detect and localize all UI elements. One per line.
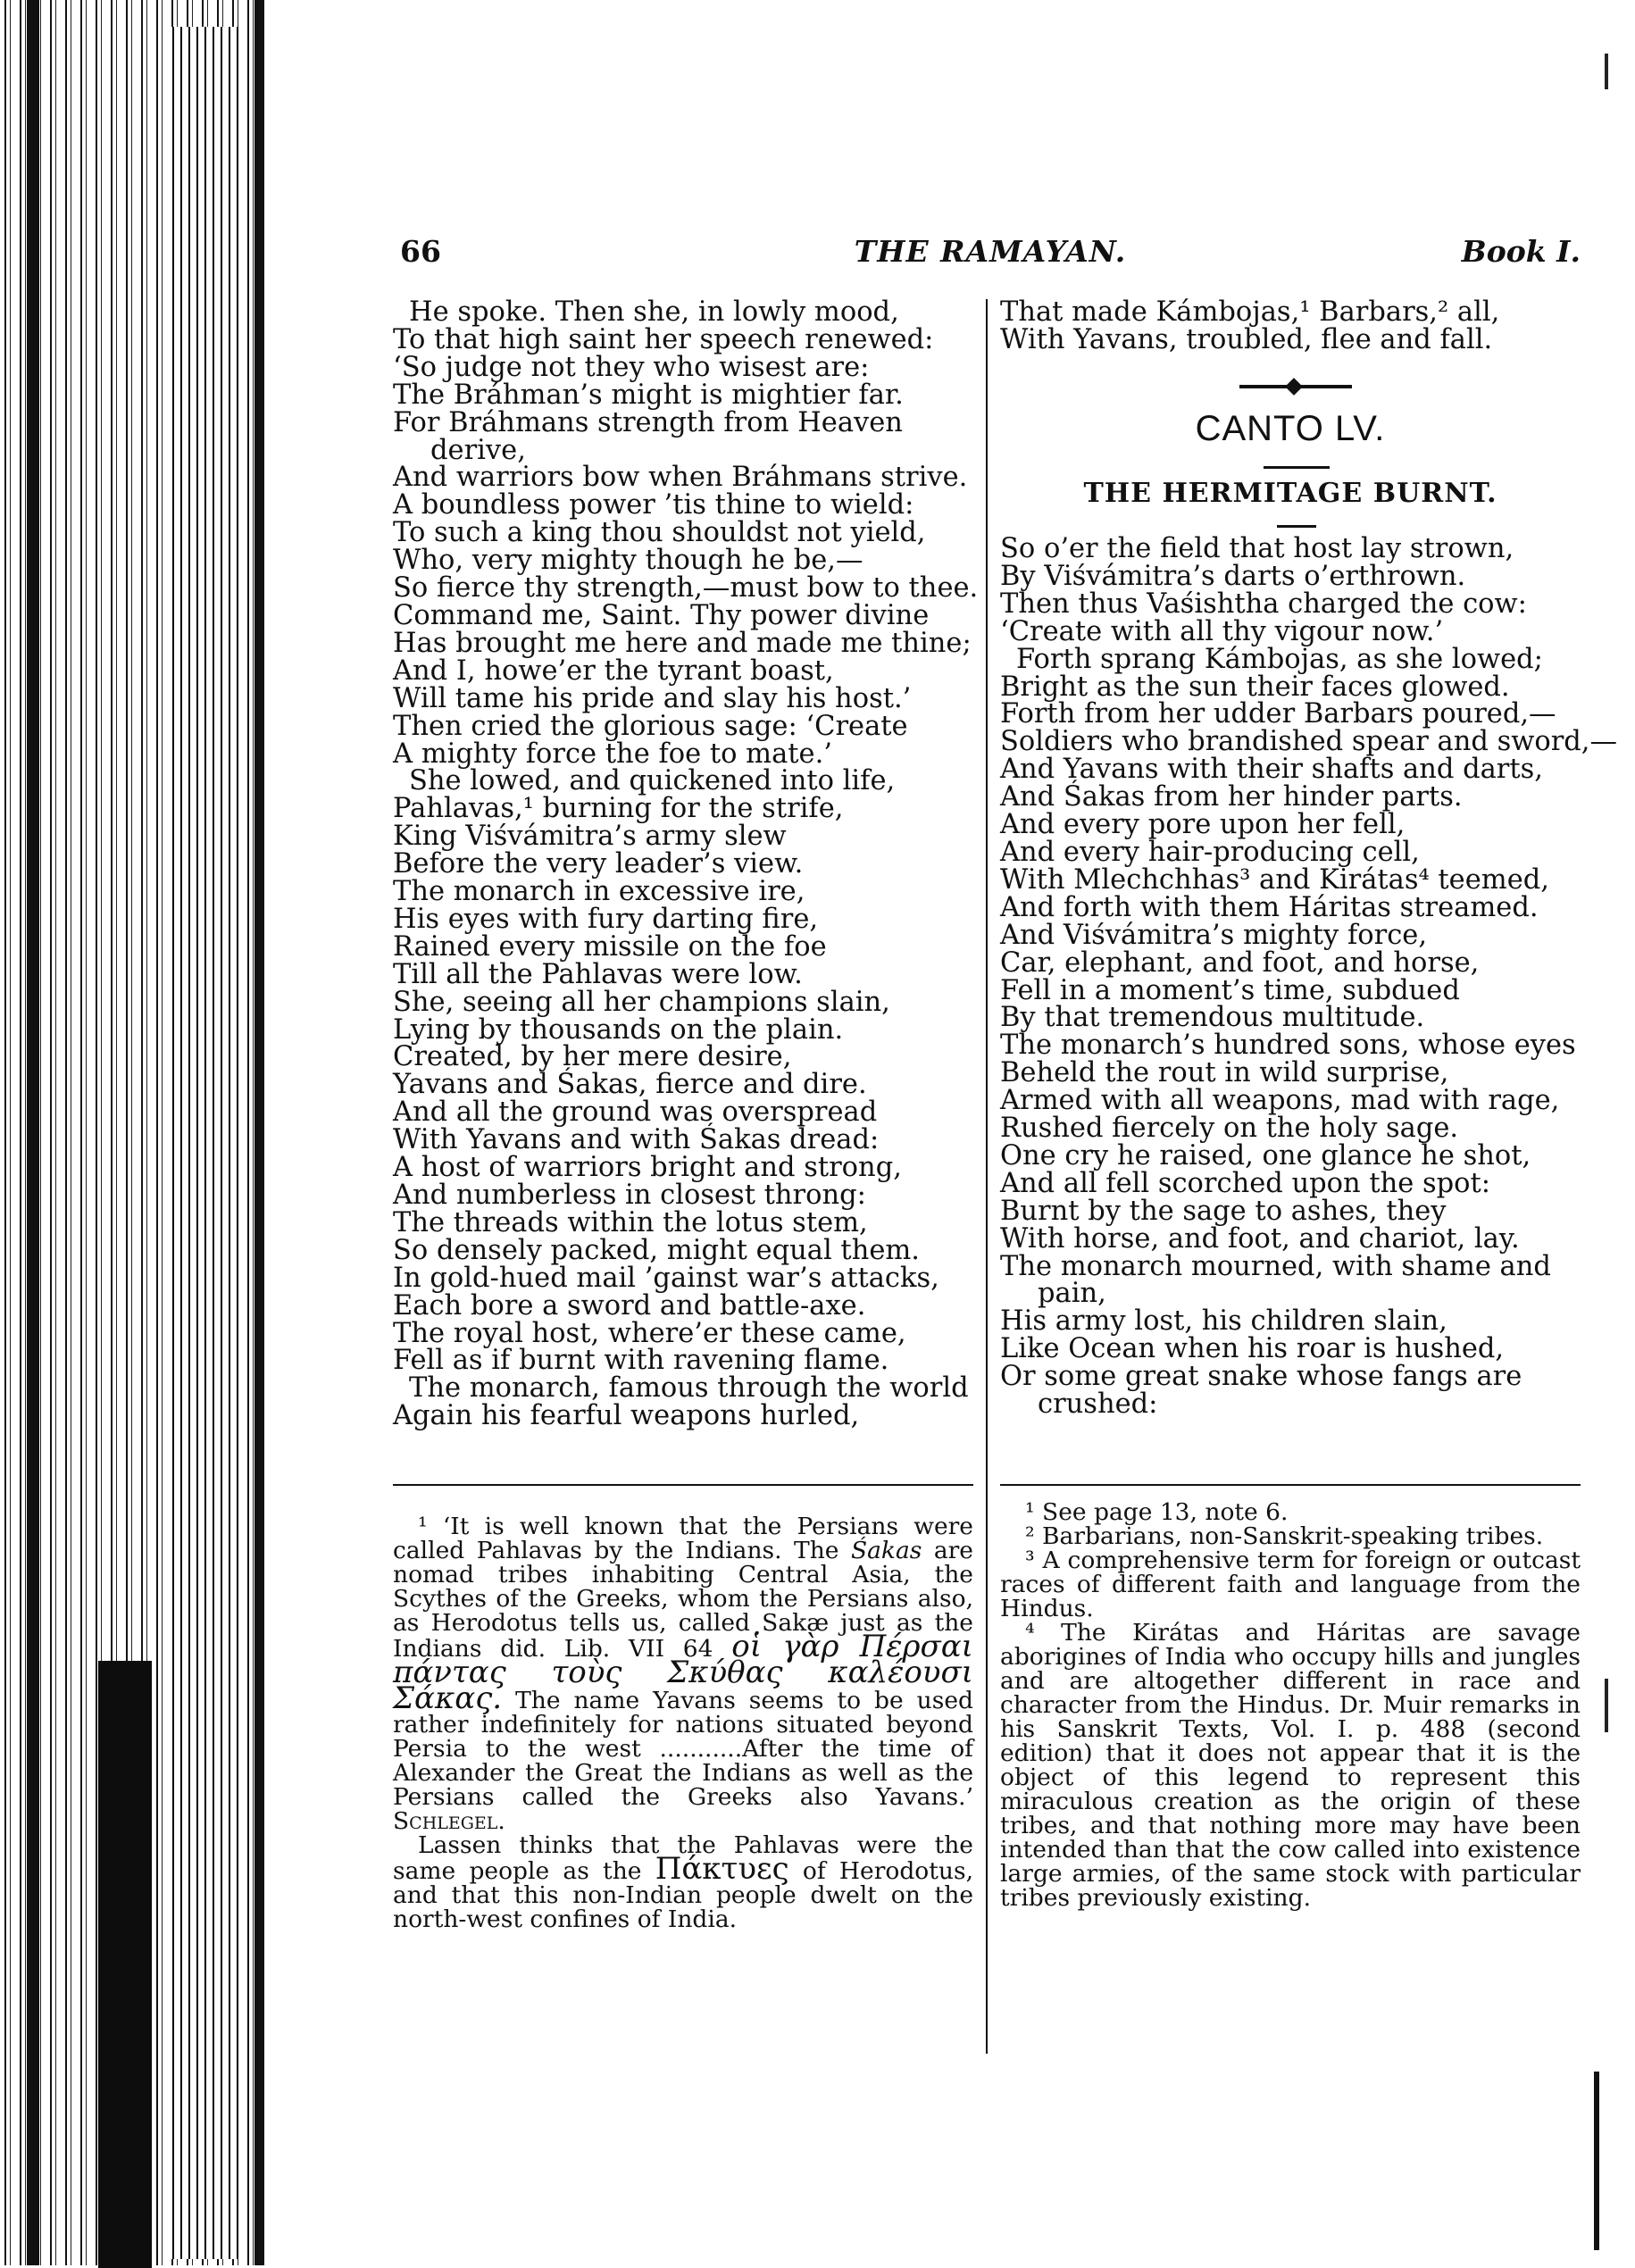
footnotes-right [1000,1500,1581,1910]
verse-line: The monarch mourned, with shame and [1000,1250,1551,1282]
verse-line: To that high saint her speech renewed: [393,323,934,355]
page-edge-stripes [170,27,241,2259]
footnote-2: ² Barbarians, non-Sanskrit-speaking tribes. [1025,1522,1544,1550]
verse-line: His eyes with fury darting fire, [393,903,819,935]
verse-line: Burnt by the sage to ashes, they [1000,1195,1447,1227]
verse-line: Or some great snake whose fangs are [1000,1361,1522,1393]
footnote-text: ¹ ‘It is well known that the Persians were called Pahlavas by the Indians. The [393,1513,973,1564]
verse-line: The monarch, famous through the world [409,1372,969,1405]
verse-line: To such a king thou shouldst not yield, [393,517,926,549]
verse-line: Created, by her mere desire, [393,1041,792,1073]
verse-line: With Yavans and with Śakas dread: [393,1124,880,1156]
footnote-4: ⁴ The Kirátas and Háritas are savage aborigines of India who occupy hills and jungles and are altogether different in race and character from the Hindus. Dr. Muir remarks in his Sanskrit Texts, Vol. I. p. 488 (second edition) that it does not appear that it is the object of this legend to represent this miraculous creation as the origin of these tribes, and that nothing more may have been intended than that the cow called into existence large armies, of the same stock with particular tribes previously existing. [1000,1619,1581,1912]
verse-line: And forth with them Háritas streamed. [1000,891,1539,923]
verse-line: Car, elephant, and foot, and horse, [1000,946,1480,979]
ornament-diamond [1285,378,1303,396]
footnote-author: Schlegel. [393,1807,505,1835]
scan-speck [1605,54,1608,89]
verse-line: The monarch in excessive ire, [393,876,805,908]
verse-line: Then cried the glorious sage: ‘Create [393,710,908,742]
verse-line: Again his fearful weapons hurled, [393,1400,860,1432]
verse-line: His army lost, his children slain, [1000,1305,1447,1338]
spine-line [254,0,263,2265]
verse-line: Yavans and Śakas, fierce and dire. [393,1069,867,1101]
verse-line: Beheld the rout in wild surprise, [1000,1057,1449,1089]
verse-line: Soldiers who brandished spear and sword,— [1000,726,1618,758]
verse-line: Forth from her udder Barbars poured,— [1000,698,1556,730]
footnote-paragraph [393,1833,973,1931]
footnote-paragraph [393,1514,973,1833]
verse-line: Before the very leader’s view. [393,848,804,880]
verse-line: So fierce thy strength,—must bow to thee. [393,572,979,605]
verse-line: Fell as if burnt with ravening flame. [393,1345,889,1377]
verse-line: Who, very mighty though he be,— [393,545,863,577]
verse-line: He spoke. Then she, in lowly mood, [409,296,899,328]
verse-line: So densely packed, might equal them. [393,1234,920,1266]
verse-line: Fell in a moment’s time, subdued [1000,974,1460,1006]
footnote-1: ¹ See page 13, note 6. [1025,1498,1289,1526]
footnotes-left [393,1514,973,1931]
verse-line: And Viśvámitra’s mighty force, [1000,919,1428,951]
verse-line: And every pore upon her fell, [1000,809,1406,841]
verse-line: King Viśvámitra’s army slew [393,821,787,853]
verse-line: ‘Create with all thy vigour now.’ [1000,615,1444,647]
right-verse-opening [1000,296,1581,355]
verse-line: And I, howe’er the tyrant boast, [393,655,834,687]
verse-line: So o’er the field that host lay strown, [1000,533,1514,564]
right-verse-column [1000,533,1618,1421]
left-verse-column [393,296,979,1432]
footnote-text: The name Yavans seems to be used rather indefinitely for nations situated beyond Persia to the west ...........After the time of Alexander the Great the Indians as well as the Persians called the Greeks also Yavans.’ [393,1687,973,1811]
verse-line: With horse, and foot, and chariot, lay. [1000,1222,1520,1255]
verse-line: Will tame his pride and slay his host.’ [393,682,912,714]
verse-line: derive, [430,434,526,466]
book-label: Book I. [1461,234,1581,269]
scan-speck [1605,1679,1608,1732]
verse-line: That made Kámbojas,¹ Barbars,² all, [1000,296,1500,328]
verse-line: A host of warriors bright and strong, [393,1152,902,1184]
footnote-text: are nomad tribes inhabiting Central Asia, the Scythes of the Greeks, whom the Persians also, as Herodotus tells us, called Sakæ just as the Indians did. Lib. VII 64 [393,1537,973,1663]
footnote-text: of Herodotus, and that this non-Indian people dwelt on the north-west confines of India. [393,1857,973,1933]
canto-title: CANTO LV. [1195,409,1386,448]
page-number: 66 [400,234,441,269]
verse-line: Till all the Pahlavas were low. [393,958,803,990]
verse-line: And numberless in closest throng: [393,1180,866,1211]
verse-line: Bright as the sun their faces glowed. [1000,671,1510,703]
verse-line: The Bráhman’s might is mightier far. [393,379,904,411]
verse-line: Forth sprang Kámbojas, as she lowed; [1016,643,1543,675]
verse-line: And warriors bow when Bráhmans strive. [393,462,968,494]
verse-line: Pahlavas,¹ burning for the strife, [393,793,844,825]
footnote-3: ³ A comprehensive term for foreign or outcast races of different faith and language from the Hindus. [1000,1547,1581,1622]
verse-line: One cry he raised, one glance he shot, [1000,1139,1531,1172]
verse-line: She, seeing all her champions slain, [393,986,890,1018]
footnote-text: Lassen thinks that the Pahlavas were the same people as the [393,1831,973,1885]
subtitle-rule [1277,525,1316,528]
verse-line: The threads within the lotus stem, [393,1206,868,1238]
greek-quote: οἱ γὰρ Πέρσαι πάντας τοὺς Σκύθας καλέουσι Σάκας. [393,1629,974,1716]
verse-line: Each bore a sword and battle-axe. [393,1289,866,1322]
column-divider [986,299,988,2054]
verse-line: With Yavans, troubled, flee and fall. [1000,323,1493,355]
verse-line: crushed: [1038,1388,1158,1421]
canto-subtitle: THE HERMITAGE BURNT. [1083,478,1497,509]
verse-line: She lowed, and quickened into life, [409,765,896,797]
verse-line: By that tremendous multitude. [1000,1002,1425,1034]
running-header [400,234,1581,270]
verse-line: And every hair-producing cell, [1000,836,1420,868]
verse-line: In gold-hued mail ’gainst war’s attacks, [393,1262,939,1294]
verse-line: Armed with all weapons, mad with rage, [1000,1085,1560,1117]
title-rule [1264,466,1330,469]
verse-line: And all the ground was overspread [393,1096,878,1129]
verse-line: Like Ocean when his roar is hushed, [1000,1333,1505,1365]
verse-line: pain, [1038,1278,1106,1310]
greek-word: Πάκτυες [655,1851,789,1887]
verse-line: A mighty force the foe to mate.’ [393,738,832,770]
verse-line: A boundless power ’tis thine to wield: [393,489,914,521]
verse-line: Then thus Vaśishtha charged the cow: [1000,588,1527,620]
footnote-rule-left [393,1484,973,1486]
verse-line: The royal host, where’er these came, [393,1317,906,1349]
verse-line: By Viśvámitra’s darts o’erthrown. [1000,560,1466,592]
verse-line: For Bráhmans strength from Heaven [393,406,903,438]
verse-line: Rained every missile on the foe [393,930,827,963]
footnote-italic: Śakas [850,1537,922,1564]
verse-line: And Śakas from her hinder parts. [1000,781,1463,813]
scan-edge-mark [1594,2072,1619,2250]
running-title: THE RAMAYAN. [854,234,1127,269]
verse-line: The monarch’s hundred sons, whose eyes [1000,1030,1576,1062]
verse-line: Lying by thousands on the plain. [393,1013,844,1046]
verse-line: ‘So judge not they who wisest are: [393,351,870,383]
verse-line: With Mlechchhas³ and Kirátas⁴ teemed, [1000,863,1549,896]
verse-line: Has brought me here and made me thine; [393,627,972,659]
verse-line: And all fell scorched upon the spot: [1000,1167,1491,1199]
verse-line: Rushed fiercely on the holy sage. [1000,1113,1459,1145]
verse-line: Command me, Saint. Thy power divine [393,599,930,631]
verse-line: And Yavans with their shafts and darts, [1000,754,1543,786]
footnote-rule-right [1000,1484,1581,1486]
